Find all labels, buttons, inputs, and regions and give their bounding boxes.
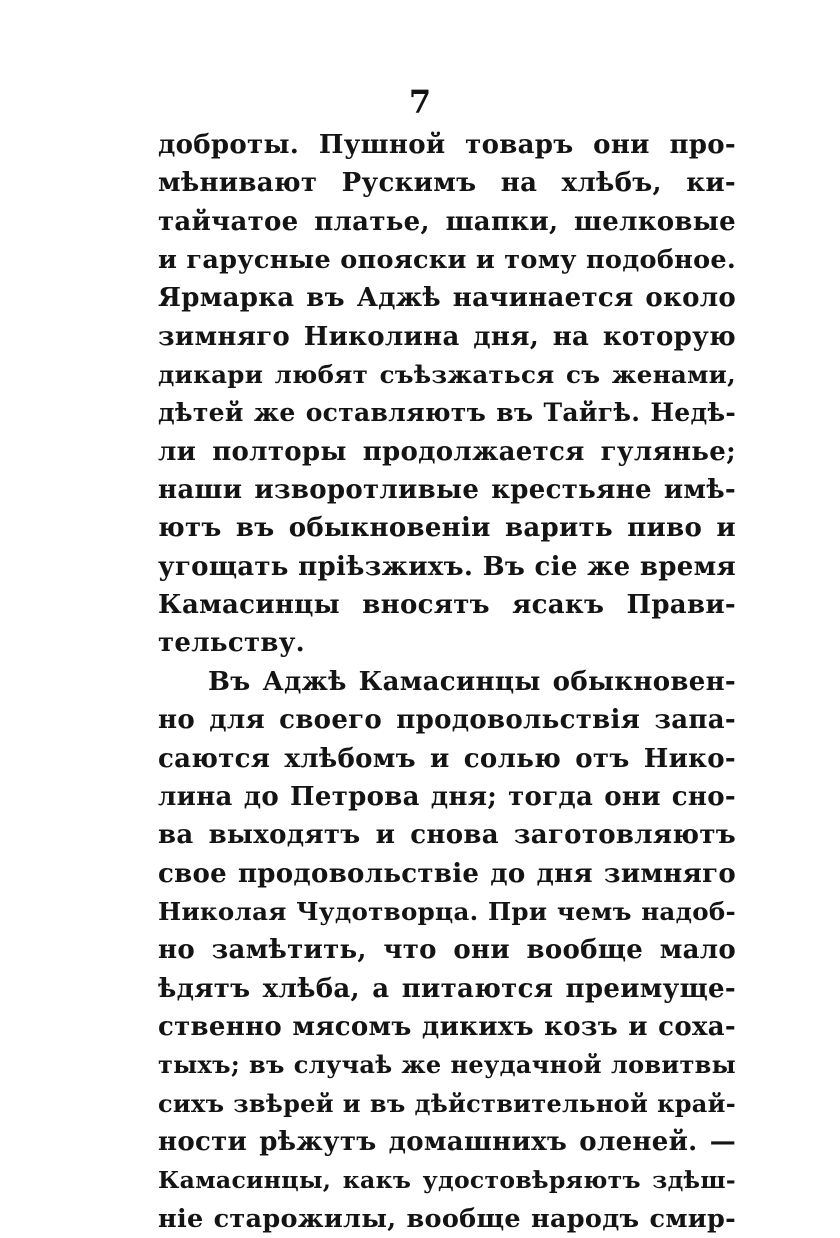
- text-line: нiе старожилы, вообще народъ смир-: [158, 1203, 736, 1234]
- text-line: ственно мясомъ дикихъ козъ и соха-: [158, 1011, 736, 1042]
- body-text: [158, 126, 736, 1238]
- text-line: сихъ звѣрей и въ дѣйствительной край-: [158, 1088, 736, 1118]
- text-line: Ярмарка въ Аджѣ начинается около: [158, 283, 736, 314]
- text-line: ли полторы продолжается гулянье;: [158, 436, 736, 467]
- text-line: доброты. Пушной товаръ они про-: [158, 130, 736, 160]
- text-line: Камасинцы, какъ удостовѣряютъ здѣш-: [158, 1166, 736, 1195]
- text-line: тельству.: [158, 628, 306, 659]
- text-line: ѣдятъ хлѣба, а питаются преимуще-: [158, 973, 736, 1004]
- text-line: тайчатое платье, шапки, шелковые: [158, 206, 736, 237]
- text-line: дѣтей же оставляютъ въ Тайгѣ. Недѣ-: [158, 398, 736, 428]
- text-line: мѣнивают Рускимъ на хлѣбъ, ки-: [158, 168, 736, 199]
- text-line: свое продовольствiе до дня зимняго: [158, 858, 736, 889]
- text-line: дикари любят съѣзжаться съ женами,: [158, 360, 736, 390]
- text-line: наши изворотливые крестьяне имѣ-: [158, 475, 736, 506]
- text-line: но замѣтить, что они вообще мало: [158, 935, 736, 966]
- text-line: зимняго Николина дня, на которую: [158, 321, 736, 352]
- text-line: тыхъ; въ случаѣ же неудачной ловитвы: [158, 1050, 736, 1080]
- text-line: ютъ въ обыкновенiи варить пиво и: [158, 513, 736, 544]
- page-number: 7: [408, 83, 432, 121]
- text-line: саются хлѣбомъ и солью отъ Нико-: [158, 743, 736, 774]
- text-line: лина до Петрова дня; тогда они сно-: [158, 781, 736, 812]
- text-line: ва выходятъ и снова заготовляютъ: [158, 820, 736, 851]
- text-line: угощать прiѣзжихъ. Въ сiе же время: [158, 551, 736, 582]
- text-line: но для своего продовольствiя запа-: [158, 705, 736, 736]
- text-line: и гарусные опояски и тому подобное.: [158, 245, 736, 276]
- text-line: ности рѣжутъ домашнихъ оленей. —: [158, 1126, 736, 1157]
- text-line: Въ Аджѣ Камасинцы обыкновен-: [208, 666, 736, 697]
- text-line: Камасинцы вносятъ ясакъ Прави-: [158, 590, 736, 621]
- text-line: Николая Чудотворца. При чемъ надоб-: [158, 896, 736, 926]
